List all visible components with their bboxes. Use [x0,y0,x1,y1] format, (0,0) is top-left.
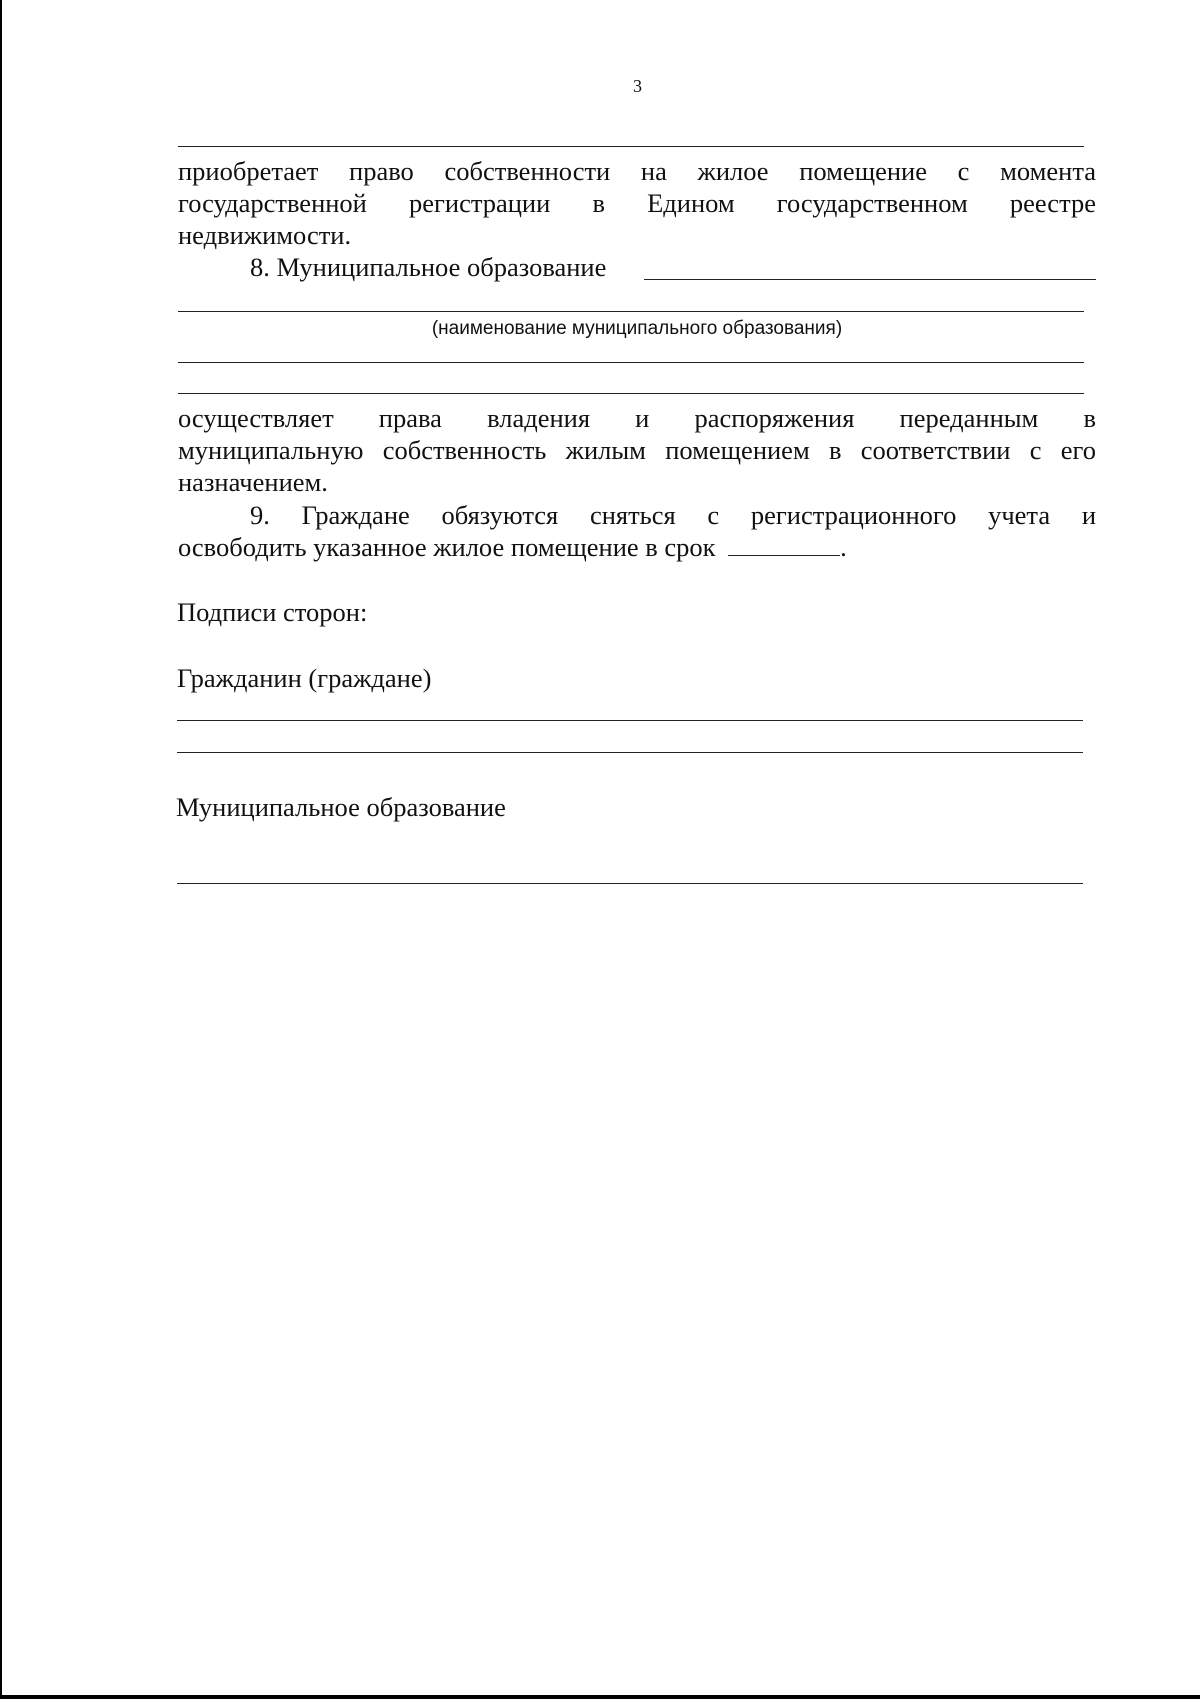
scan-bottom-edge [0,1695,1200,1699]
scan-left-edge [0,0,2,1699]
municipality-name-blank-2 [178,311,1084,312]
municipality-name-caption: (наименование муниципального образования) [431,318,843,339]
municipality-name-blank-4 [178,393,1084,394]
municipality-name-blank-3 [178,362,1084,363]
clause-8-body [178,402,1096,498]
municipality-signature-label: Муниципальное образование [176,792,506,822]
clause-7-tail [178,155,1096,251]
citizen-signature-line-2 [177,752,1083,753]
clause-9 [178,499,1096,563]
clause-9-line-2-text: освободить указанное жилое помещение в срок [178,532,716,562]
page-number: 3 [633,76,642,96]
citizen-signature-label: Гражданин (граждане) [177,663,432,693]
clause-9-line-2 [178,531,1096,563]
deadline-blank [728,554,840,556]
clause-7-line-3: недвижимости. [178,220,352,250]
clause-7-line-1: приобретает право собственности на жилое помещение с момента [178,156,1096,186]
signatures-heading: Подписи сторон: [177,597,368,627]
clause-8-line-3: назначением. [178,467,328,497]
citizen-signature-line-1 [177,720,1083,721]
clause-8-lead: 8. Муниципальное образование [250,252,607,282]
clause-8-line-1: осуществляет права владения и распоряжения переданным в [178,403,1096,433]
clause-7-line-2: государственной регистрации в Едином государственном реестре [178,188,1096,218]
municipality-name-blank-1 [644,279,1096,280]
fill-in-line-top [178,146,1084,147]
clause-9-line-1: 9. Граждане обязуются сняться с регистрационного учета и [250,500,1096,530]
clause-8-line-2: муниципальную собственность жилым помещением в соответствии с его [178,435,1096,465]
municipality-signature-line [177,883,1083,884]
clause-9-period: . [840,532,847,562]
